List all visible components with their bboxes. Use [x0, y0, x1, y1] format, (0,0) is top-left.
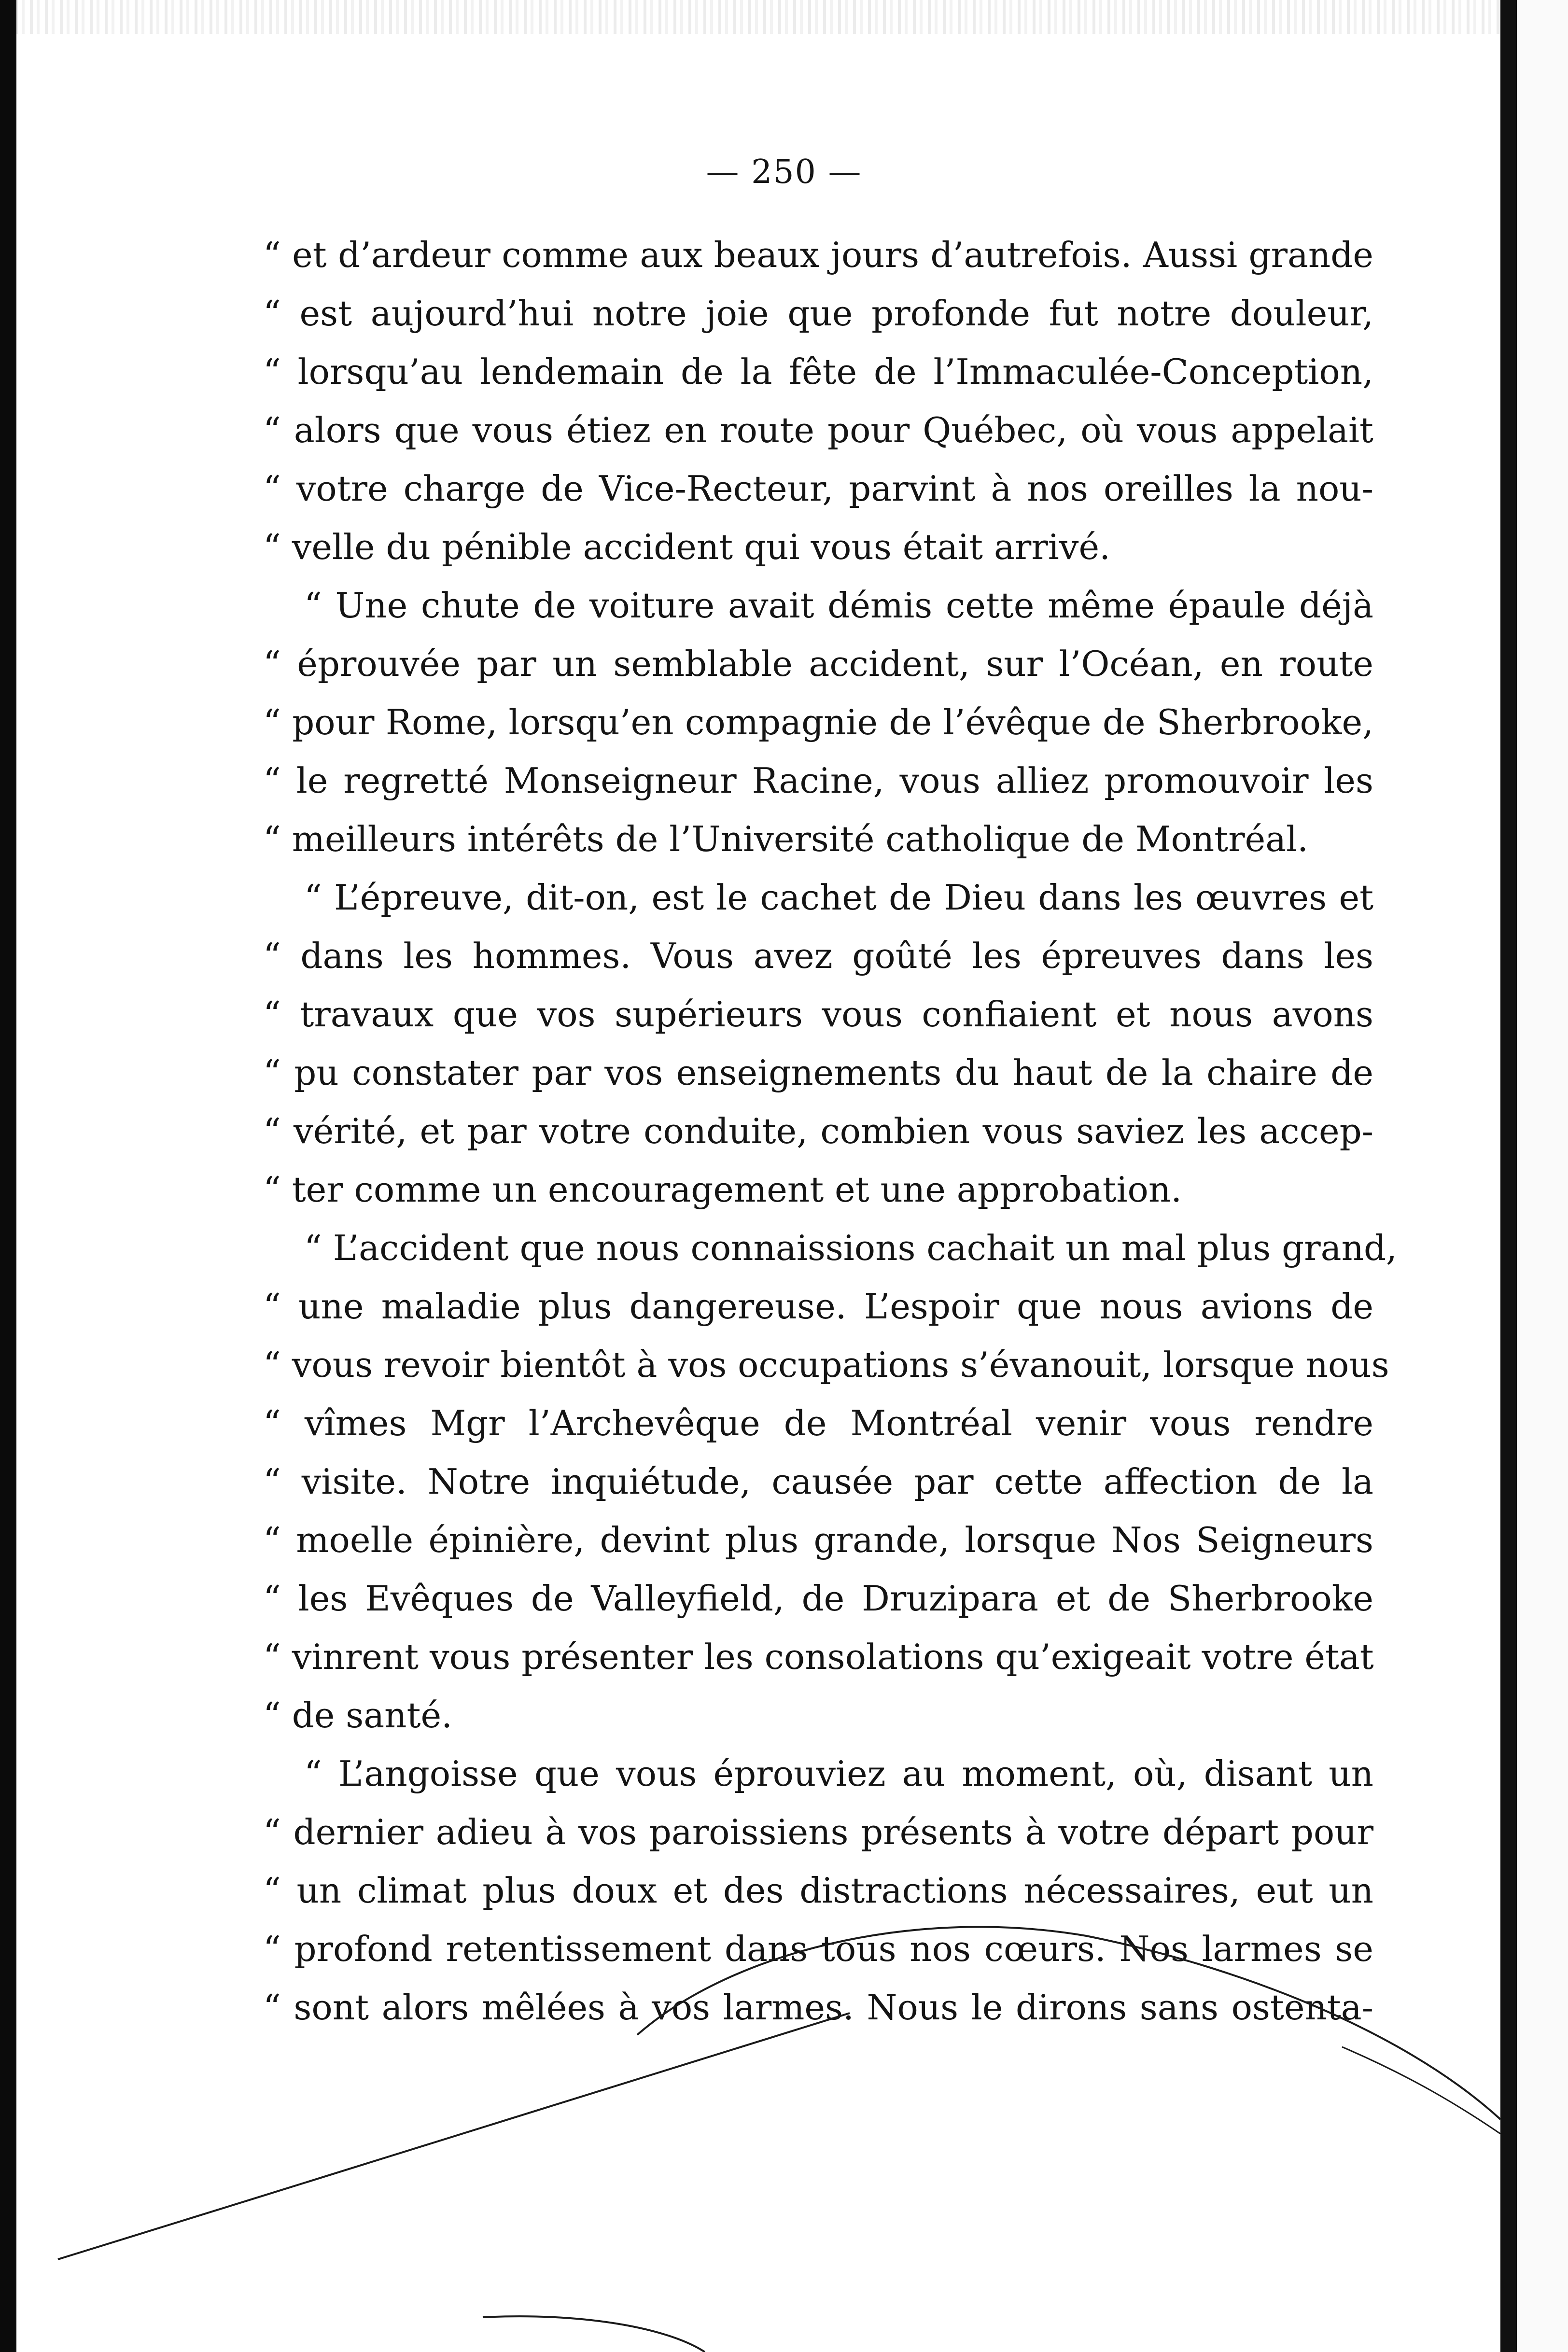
text-line: “ les Evêques de Valleyfield, de Druzipara et de Sherbrooke	[263, 1578, 1373, 1619]
text-line: “ de santé.	[263, 1695, 452, 1736]
text-line: “ meilleurs intérêts de l’Université catholique de Montréal.	[263, 819, 1309, 859]
text-line: “ votre charge de Vice-Recteur, parvint à nos oreilles la nou-	[263, 468, 1373, 509]
page-text	[263, 226, 1397, 2037]
text-line: “ vérité, et par votre conduite, combien vous saviez les accep-	[263, 1111, 1373, 1151]
text-line: “ ter comme un encouragement et une approbation.	[263, 1169, 1182, 1210]
text-line: “ L’angoisse que vous éprouviez au moment, où, disant un	[304, 1753, 1373, 1794]
text-line: “ Une chute de voiture avait démis cette même épaule déjà	[304, 585, 1373, 626]
text-line: “ lorsqu’au lendemain de la fête de l’Immaculée-Conception,	[263, 351, 1373, 392]
scan-top-noise	[0, 0, 1568, 34]
pen-stroke-bottom-curve	[483, 2316, 705, 2352]
text-line: “ un climat plus doux et des distractions nécessaires, eut un	[263, 1870, 1373, 1911]
text-line: “ pu constater par vos enseignements du haut de la chaire de	[263, 1052, 1373, 1093]
text-line: “ est aujourd’hui notre joie que profonde fut notre douleur,	[263, 293, 1373, 334]
text-line: “ L’accident que nous connaissions cachait un mal plus grand,	[304, 1228, 1397, 1268]
text-line: “ visite. Notre inquiétude, causée par cette affection de la	[263, 1461, 1373, 1502]
text-line: “ sont alors mêlées à vos larmes. Nous le dirons sans ostenta-	[263, 1987, 1373, 2028]
text-line: “ dans les hommes. Vous avez goûté les épreuves dans les	[263, 936, 1373, 976]
text-line: “ L’épreuve, dit-on, est le cachet de Dieu dans les œuvres et	[304, 877, 1373, 918]
text-line: “ profond retentissement dans tous nos cœurs. Nos larmes se	[263, 1929, 1373, 1969]
text-line: “ velle du pénible accident qui vous était arrivé.	[263, 527, 1110, 567]
text-line: “ et d’ardeur comme aux beaux jours d’autrefois. Aussi grande	[263, 235, 1373, 275]
text-line: “ vous revoir bientôt à vos occupations s’évanouit, lorsque nous	[263, 1344, 1389, 1385]
pen-stroke-lower-sweep	[58, 2013, 850, 2259]
scan-adjacent-page-edge	[1517, 0, 1568, 2352]
text-line: “ travaux que vos supérieurs vous confiaient et nous avons	[263, 994, 1373, 1035]
text-line: “ une maladie plus dangereuse. L’espoir que nous avions de	[263, 1286, 1373, 1327]
text-line: “ éprouvée par un semblable accident, sur l’Océan, en route	[263, 644, 1373, 684]
pen-stroke-right-tail	[1342, 2047, 1500, 2134]
text-line: “ dernier adieu à vos paroissiens présents à votre départ pour	[263, 1812, 1373, 1852]
text-line: “ le regretté Monseigneur Racine, vous alliez promouvoir les	[263, 760, 1373, 801]
text-line: “ moelle épinière, devint plus grande, lorsque Nos Seigneurs	[263, 1520, 1373, 1560]
scan-page-gutter	[1500, 0, 1517, 2352]
text-line: “ alors que vous étiez en route pour Québec, où vous appelait	[263, 410, 1373, 450]
page-number: — 250 —	[706, 153, 862, 191]
text-line: “ pour Rome, lorsqu’en compagnie de l’évêque de Sherbrooke,	[263, 702, 1373, 742]
scan-left-edge	[0, 0, 16, 2352]
text-line: “ vinrent vous présenter les consolations qu’exigeait votre état	[263, 1637, 1374, 1677]
text-line: “ vîmes Mgr l’Archevêque de Montréal venir vous rendre	[263, 1403, 1373, 1443]
